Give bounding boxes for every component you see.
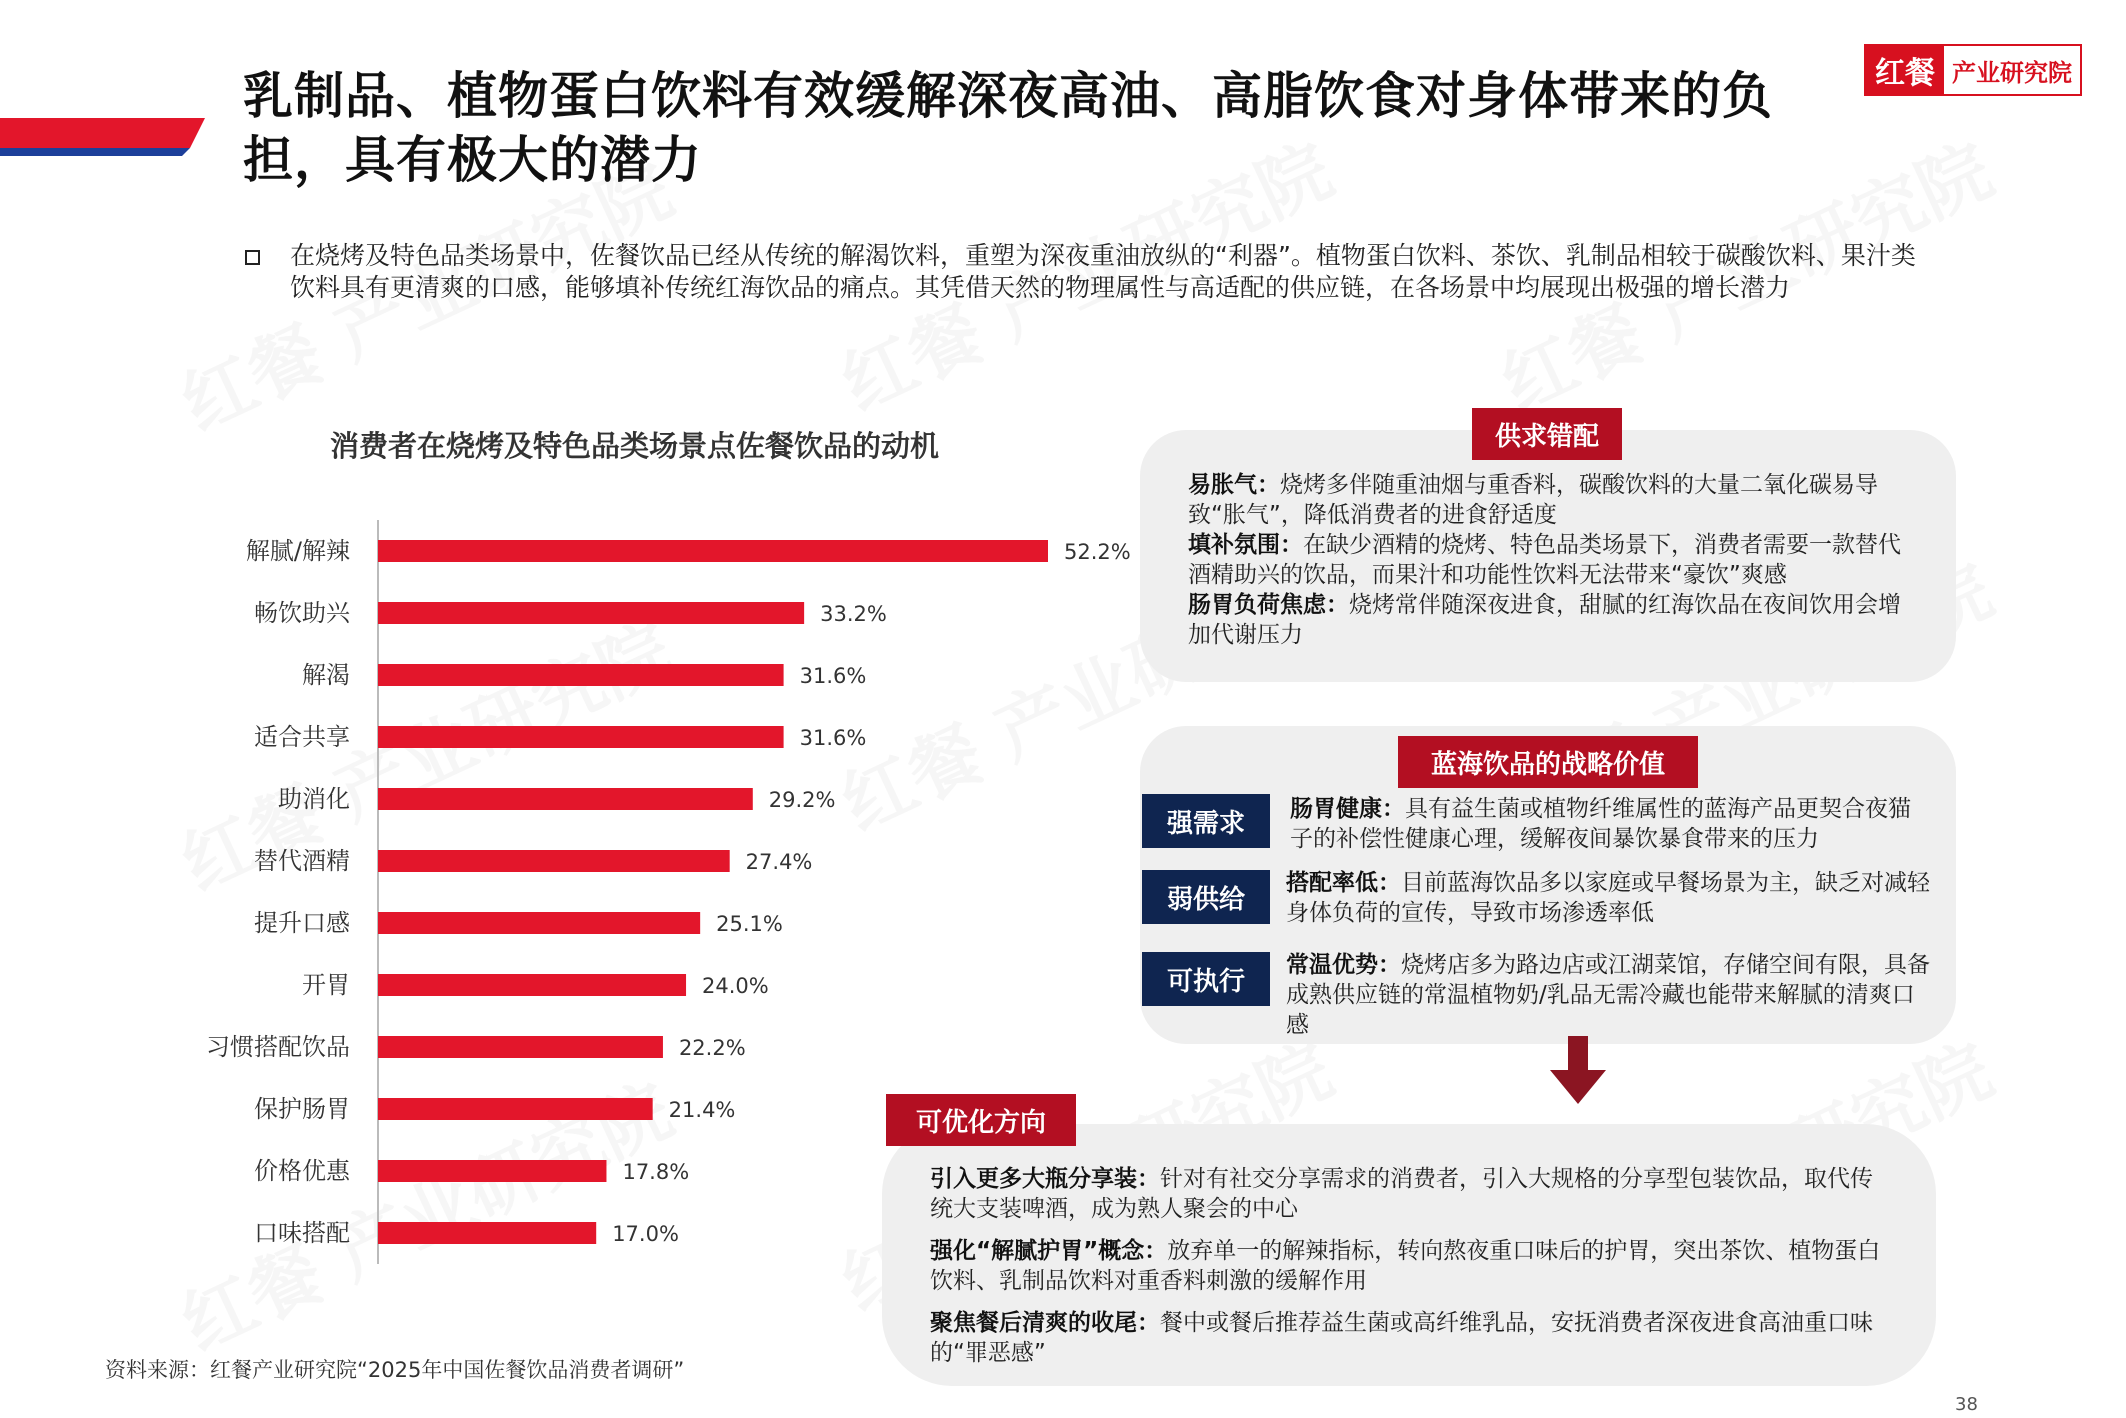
category-label: 开胃 xyxy=(302,971,350,999)
strategic-value-row: 常温优势：烧烤店多为路边店或江湖菜馆，存储空间有限，具备成熟供应链的常温植物奶/乳品无需冷藏也能带来解腻的清爽口感 xyxy=(1286,952,1930,1038)
value-label: 52.2% xyxy=(1064,540,1131,564)
category-label: 助消化 xyxy=(278,785,350,813)
bar-chart xyxy=(0,0,1150,1280)
value-label: 27.4% xyxy=(745,850,813,874)
bar xyxy=(378,1222,596,1244)
optimization-item: 强化“解腻护胃”概念：放弃单一的解辣指标，转向熬夜重口味后的护胃，突出茶饮、植物蛋白饮料、乳制品饮料对重香料刺激的缓解作用 xyxy=(930,1238,1881,1294)
optimization-item: 引入更多大瓶分享装：针对有社交分享需求的消费者，引入大规格的分享型包装饮品，取代传统大支装啤酒，成为熟人聚会的中心 xyxy=(930,1166,1873,1222)
bar xyxy=(378,602,804,624)
down-arrow-icon xyxy=(1550,1036,1606,1104)
brand-logo-text: 产业研究院 xyxy=(1952,58,2072,87)
category-label: 解腻/解辣 xyxy=(245,537,350,565)
brand-logo xyxy=(1864,44,2082,96)
value-label: 33.2% xyxy=(820,602,887,626)
category-label: 保护肠胃 xyxy=(254,1095,350,1123)
bar xyxy=(378,726,784,748)
value-label: 24.0% xyxy=(702,974,769,998)
supply-item: 填补氛围：在缺少酒精的烧烤、特色品类场景下，消费者需要一款替代酒精助兴的饮品，而果汁和功能性饮料无法带来“豪饮”爽感 xyxy=(1188,532,1901,588)
value-label: 25.1% xyxy=(716,912,783,936)
value-label: 17.8% xyxy=(622,1160,690,1184)
weak-supply-tag: 弱供给 xyxy=(1142,870,1270,924)
category-label: 畅饮助兴 xyxy=(254,599,350,627)
value-label: 22.2% xyxy=(678,1036,746,1060)
value-label: 31.6% xyxy=(799,726,867,750)
bar xyxy=(378,1036,663,1058)
optimization-tag: 可优化方向 xyxy=(886,1094,1076,1146)
value-label: 21.4% xyxy=(668,1098,736,1122)
bar xyxy=(378,540,1048,562)
value-label: 29.2% xyxy=(768,788,836,812)
category-label: 提升口感 xyxy=(254,909,350,937)
category-label: 替代酒精 xyxy=(254,847,350,875)
supply-item: 肠胃负荷焦虑：烧烤常伴随深夜进食，甜腻的红海饮品在夜间饮用会增加代谢压力 xyxy=(1188,592,1901,648)
bar xyxy=(378,850,730,872)
category-label: 价格优惠 xyxy=(254,1157,350,1185)
bar xyxy=(378,788,753,810)
bar xyxy=(378,974,686,996)
source-note: 资料来源：红餐产业研究院“2025年中国佐餐饮品消费者调研” xyxy=(105,1358,685,1382)
category-label: 口味搭配 xyxy=(254,1219,350,1247)
supply-item: 易胀气：烧烤多伴随重油烟与重香料，碳酸饮料的大量二氧化碳易导致“胀气”，降低消费者的进食舒适度 xyxy=(1188,472,1878,528)
strategic-value-tag: 蓝海饮品的战略价值 xyxy=(1398,736,1698,788)
bar xyxy=(378,664,784,686)
category-label: 适合共享 xyxy=(254,723,350,751)
bar xyxy=(378,912,700,934)
optimization-text xyxy=(930,1164,1890,1368)
supply-mismatch-text xyxy=(1188,470,1918,650)
strong-demand-tag: 强需求 xyxy=(1142,794,1270,848)
category-label: 习惯搭配饮品 xyxy=(206,1033,350,1061)
brand-logo-mark: 红餐 xyxy=(1866,46,1944,94)
page-number: 38 xyxy=(1955,1394,1978,1415)
bar xyxy=(378,1098,653,1120)
strategic-value-row: 搭配率低：目前蓝海饮品多以家庭或早餐场景为主，缺乏对减轻身体负荷的宣传，导致市场渗透率低 xyxy=(1286,870,1930,926)
intro-paragraph: 在烧烤及特色品类场景中，佐餐饮品已经从传统的解渴饮料，重塑为深夜重油放纵的“利器”。植物蛋白饮料、茶饮、乳制品相较于碳酸饮料、果汁类饮料具有更清爽的口感，能够填补传统红海饮品的痛点。其凭借天然的物理属性与高适配的供应链，在各场景中均展现出极强的增长潜力 xyxy=(290,241,1916,302)
category-label: 解渴 xyxy=(302,661,350,689)
bar xyxy=(378,1160,606,1182)
strategic-value-row: 肠胃健康：具有益生菌或植物纤维属性的蓝海产品更契合夜猫子的补偿性健康心理，缓解夜间暴饮暴食带来的压力 xyxy=(1290,796,1911,852)
value-label: 17.0% xyxy=(612,1222,679,1246)
executable-tag: 可执行 xyxy=(1142,952,1270,1006)
supply-mismatch-tag: 供求错配 xyxy=(1472,408,1622,460)
value-label: 31.6% xyxy=(799,664,867,688)
optimization-item: 聚焦餐后清爽的收尾：餐中或餐后推荐益生菌或高纤维乳品，安抚消费者深夜进食高油重口味的“罪恶感” xyxy=(930,1310,1873,1366)
chart-title: 消费者在烧烤及特色品类场景点佐餐饮品的动机 xyxy=(330,429,940,463)
page-title: 乳制品、植物蛋白饮料有效缓解深夜高油、高脂饮食对身体带来的负担，具有极大的潜力 xyxy=(243,67,1773,189)
